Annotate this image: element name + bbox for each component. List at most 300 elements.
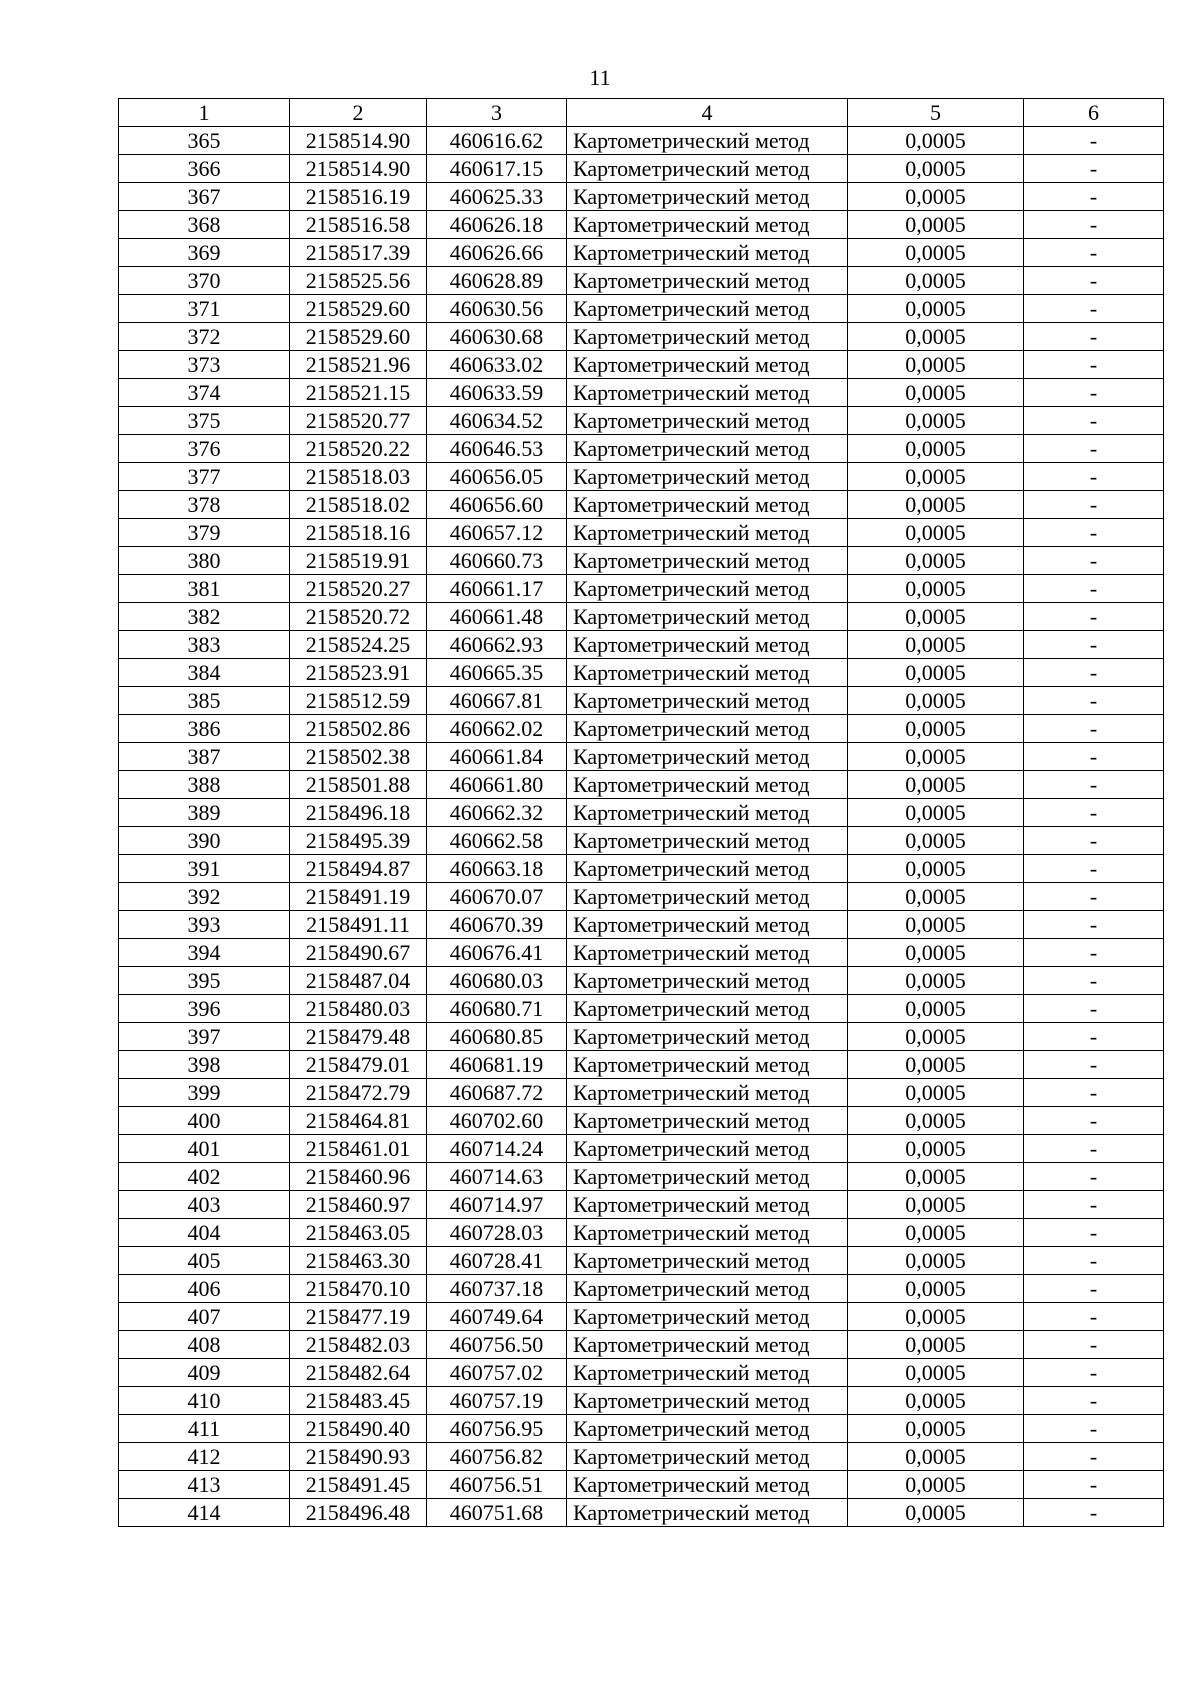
accuracy-cell: 0,0005 — [848, 407, 1024, 435]
x-coordinate-cell: 2158461.01 — [290, 1135, 427, 1163]
y-coordinate-cell: 460681.19 — [427, 1051, 567, 1079]
accuracy-cell: 0,0005 — [848, 519, 1024, 547]
method-cell: Картометрический метод — [567, 1359, 848, 1387]
method-cell: Картометрический метод — [567, 1331, 848, 1359]
column-header-6: 6 — [1024, 99, 1164, 127]
note-cell: - — [1024, 743, 1164, 771]
method-cell: Картометрический метод — [567, 967, 848, 995]
y-coordinate-cell: 460646.53 — [427, 435, 567, 463]
y-coordinate-cell: 460714.24 — [427, 1135, 567, 1163]
y-coordinate-cell: 460757.19 — [427, 1387, 567, 1415]
accuracy-cell: 0,0005 — [848, 995, 1024, 1023]
point-number-cell: 389 — [119, 799, 290, 827]
y-coordinate-cell: 460656.60 — [427, 491, 567, 519]
note-cell: - — [1024, 1107, 1164, 1135]
accuracy-cell: 0,0005 — [848, 715, 1024, 743]
accuracy-cell: 0,0005 — [848, 1079, 1024, 1107]
point-number-cell: 393 — [119, 911, 290, 939]
table-row — [119, 911, 1164, 939]
method-cell: Картометрический метод — [567, 995, 848, 1023]
table-row — [119, 1135, 1164, 1163]
point-number-cell: 390 — [119, 827, 290, 855]
table-row — [119, 1359, 1164, 1387]
y-coordinate-cell: 460626.18 — [427, 211, 567, 239]
point-number-cell: 382 — [119, 603, 290, 631]
x-coordinate-cell: 2158491.19 — [290, 883, 427, 911]
point-number-cell: 365 — [119, 127, 290, 155]
accuracy-cell: 0,0005 — [848, 575, 1024, 603]
point-number-cell: 399 — [119, 1079, 290, 1107]
accuracy-cell: 0,0005 — [848, 743, 1024, 771]
table-row — [119, 687, 1164, 715]
accuracy-cell: 0,0005 — [848, 435, 1024, 463]
y-coordinate-cell: 460756.51 — [427, 1471, 567, 1499]
point-number-cell: 366 — [119, 155, 290, 183]
y-coordinate-cell: 460661.17 — [427, 575, 567, 603]
point-number-cell: 404 — [119, 1219, 290, 1247]
note-cell: - — [1024, 519, 1164, 547]
x-coordinate-cell: 2158516.58 — [290, 211, 427, 239]
note-cell: - — [1024, 491, 1164, 519]
x-coordinate-cell: 2158482.64 — [290, 1359, 427, 1387]
method-cell: Картометрический метод — [567, 603, 848, 631]
table-row — [119, 1051, 1164, 1079]
y-coordinate-cell: 460680.85 — [427, 1023, 567, 1051]
method-cell: Картометрический метод — [567, 267, 848, 295]
x-coordinate-cell: 2158460.97 — [290, 1191, 427, 1219]
y-coordinate-cell: 460702.60 — [427, 1107, 567, 1135]
method-cell: Картометрический метод — [567, 743, 848, 771]
y-coordinate-cell: 460680.03 — [427, 967, 567, 995]
y-coordinate-cell: 460756.82 — [427, 1443, 567, 1471]
table-row — [119, 771, 1164, 799]
table-row — [119, 1499, 1164, 1527]
accuracy-cell: 0,0005 — [848, 547, 1024, 575]
note-cell: - — [1024, 211, 1164, 239]
y-coordinate-cell: 460616.62 — [427, 127, 567, 155]
header-row — [119, 99, 1164, 127]
x-coordinate-cell: 2158520.27 — [290, 575, 427, 603]
note-cell: - — [1024, 547, 1164, 575]
table-row — [119, 631, 1164, 659]
x-coordinate-cell: 2158514.90 — [290, 127, 427, 155]
accuracy-cell: 0,0005 — [848, 379, 1024, 407]
point-number-cell: 397 — [119, 1023, 290, 1051]
accuracy-cell: 0,0005 — [848, 1135, 1024, 1163]
note-cell: - — [1024, 155, 1164, 183]
method-cell: Картометрический метод — [567, 1107, 848, 1135]
x-coordinate-cell: 2158529.60 — [290, 295, 427, 323]
method-cell: Картометрический метод — [567, 547, 848, 575]
note-cell: - — [1024, 1443, 1164, 1471]
y-coordinate-cell: 460634.52 — [427, 407, 567, 435]
accuracy-cell: 0,0005 — [848, 1387, 1024, 1415]
method-cell: Картометрический метод — [567, 659, 848, 687]
note-cell: - — [1024, 603, 1164, 631]
table-row — [119, 547, 1164, 575]
note-cell: - — [1024, 379, 1164, 407]
accuracy-cell: 0,0005 — [848, 463, 1024, 491]
point-number-cell: 385 — [119, 687, 290, 715]
accuracy-cell: 0,0005 — [848, 1303, 1024, 1331]
table-row — [119, 295, 1164, 323]
point-number-cell: 394 — [119, 939, 290, 967]
method-cell: Картометрический метод — [567, 183, 848, 211]
note-cell: - — [1024, 911, 1164, 939]
x-coordinate-cell: 2158490.67 — [290, 939, 427, 967]
accuracy-cell: 0,0005 — [848, 1107, 1024, 1135]
accuracy-cell: 0,0005 — [848, 771, 1024, 799]
x-coordinate-cell: 2158521.15 — [290, 379, 427, 407]
y-coordinate-cell: 460714.63 — [427, 1163, 567, 1191]
point-number-cell: 400 — [119, 1107, 290, 1135]
method-cell: Картометрический метод — [567, 911, 848, 939]
y-coordinate-cell: 460737.18 — [427, 1275, 567, 1303]
accuracy-cell: 0,0005 — [848, 1331, 1024, 1359]
x-coordinate-cell: 2158472.79 — [290, 1079, 427, 1107]
point-number-cell: 384 — [119, 659, 290, 687]
column-header-5: 5 — [848, 99, 1024, 127]
point-number-cell: 375 — [119, 407, 290, 435]
method-cell: Картометрический метод — [567, 239, 848, 267]
x-coordinate-cell: 2158520.22 — [290, 435, 427, 463]
table-header — [119, 99, 1164, 127]
table-row — [119, 995, 1164, 1023]
accuracy-cell: 0,0005 — [848, 1051, 1024, 1079]
x-coordinate-cell: 2158524.25 — [290, 631, 427, 659]
point-number-cell: 391 — [119, 855, 290, 883]
y-coordinate-cell: 460662.58 — [427, 827, 567, 855]
table-row — [119, 1163, 1164, 1191]
note-cell: - — [1024, 1135, 1164, 1163]
accuracy-cell: 0,0005 — [848, 855, 1024, 883]
method-cell: Картометрический метод — [567, 855, 848, 883]
note-cell: - — [1024, 1079, 1164, 1107]
table-row — [119, 435, 1164, 463]
y-coordinate-cell: 460687.72 — [427, 1079, 567, 1107]
point-number-cell: 373 — [119, 351, 290, 379]
note-cell: - — [1024, 1163, 1164, 1191]
table-row — [119, 1443, 1164, 1471]
note-cell: - — [1024, 827, 1164, 855]
accuracy-cell: 0,0005 — [848, 1219, 1024, 1247]
table-row — [119, 155, 1164, 183]
accuracy-cell: 0,0005 — [848, 687, 1024, 715]
accuracy-cell: 0,0005 — [848, 1247, 1024, 1275]
accuracy-cell: 0,0005 — [848, 351, 1024, 379]
note-cell: - — [1024, 659, 1164, 687]
note-cell: - — [1024, 575, 1164, 603]
point-number-cell: 380 — [119, 547, 290, 575]
x-coordinate-cell: 2158477.19 — [290, 1303, 427, 1331]
y-coordinate-cell: 460661.48 — [427, 603, 567, 631]
method-cell: Картометрический метод — [567, 1079, 848, 1107]
note-cell: - — [1024, 407, 1164, 435]
method-cell: Картометрический метод — [567, 211, 848, 239]
method-cell: Картометрический метод — [567, 715, 848, 743]
table-row — [119, 1387, 1164, 1415]
method-cell: Картометрический метод — [567, 687, 848, 715]
point-number-cell: 402 — [119, 1163, 290, 1191]
method-cell: Картометрический метод — [567, 771, 848, 799]
x-coordinate-cell: 2158517.39 — [290, 239, 427, 267]
accuracy-cell: 0,0005 — [848, 1443, 1024, 1471]
x-coordinate-cell: 2158470.10 — [290, 1275, 427, 1303]
note-cell: - — [1024, 715, 1164, 743]
y-coordinate-cell: 460661.84 — [427, 743, 567, 771]
y-coordinate-cell: 460728.03 — [427, 1219, 567, 1247]
x-coordinate-cell: 2158490.93 — [290, 1443, 427, 1471]
table-row — [119, 1303, 1164, 1331]
table-row — [119, 1219, 1164, 1247]
x-coordinate-cell: 2158518.16 — [290, 519, 427, 547]
table-row — [119, 183, 1164, 211]
x-coordinate-cell: 2158496.48 — [290, 1499, 427, 1527]
note-cell: - — [1024, 855, 1164, 883]
point-number-cell: 388 — [119, 771, 290, 799]
y-coordinate-cell: 460670.07 — [427, 883, 567, 911]
point-number-cell: 403 — [119, 1191, 290, 1219]
column-header-3: 3 — [427, 99, 567, 127]
y-coordinate-cell: 460662.93 — [427, 631, 567, 659]
table-row — [119, 967, 1164, 995]
column-header-2: 2 — [290, 99, 427, 127]
method-cell: Картометрический метод — [567, 1415, 848, 1443]
table-row — [119, 1191, 1164, 1219]
x-coordinate-cell: 2158463.30 — [290, 1247, 427, 1275]
point-number-cell: 405 — [119, 1247, 290, 1275]
x-coordinate-cell: 2158519.91 — [290, 547, 427, 575]
point-number-cell: 368 — [119, 211, 290, 239]
note-cell: - — [1024, 351, 1164, 379]
point-number-cell: 383 — [119, 631, 290, 659]
x-coordinate-cell: 2158463.05 — [290, 1219, 427, 1247]
accuracy-cell: 0,0005 — [848, 603, 1024, 631]
x-coordinate-cell: 2158494.87 — [290, 855, 427, 883]
point-number-cell: 367 — [119, 183, 290, 211]
method-cell: Картометрический метод — [567, 323, 848, 351]
accuracy-cell: 0,0005 — [848, 911, 1024, 939]
accuracy-cell: 0,0005 — [848, 239, 1024, 267]
point-number-cell: 392 — [119, 883, 290, 911]
point-number-cell: 377 — [119, 463, 290, 491]
x-coordinate-cell: 2158464.81 — [290, 1107, 427, 1135]
point-number-cell: 398 — [119, 1051, 290, 1079]
method-cell: Картометрический метод — [567, 799, 848, 827]
point-number-cell: 371 — [119, 295, 290, 323]
y-coordinate-cell: 460617.15 — [427, 155, 567, 183]
table-row — [119, 603, 1164, 631]
point-number-cell: 406 — [119, 1275, 290, 1303]
x-coordinate-cell: 2158521.96 — [290, 351, 427, 379]
table-row — [119, 1275, 1164, 1303]
x-coordinate-cell: 2158479.01 — [290, 1051, 427, 1079]
x-coordinate-cell: 2158482.03 — [290, 1331, 427, 1359]
y-coordinate-cell: 460662.02 — [427, 715, 567, 743]
table-row — [119, 211, 1164, 239]
y-coordinate-cell: 460757.02 — [427, 1359, 567, 1387]
y-coordinate-cell: 460656.05 — [427, 463, 567, 491]
table-row — [119, 127, 1164, 155]
table-row — [119, 1471, 1164, 1499]
point-number-cell: 378 — [119, 491, 290, 519]
y-coordinate-cell: 460625.33 — [427, 183, 567, 211]
accuracy-cell: 0,0005 — [848, 127, 1024, 155]
y-coordinate-cell: 460667.81 — [427, 687, 567, 715]
note-cell: - — [1024, 463, 1164, 491]
x-coordinate-cell: 2158502.86 — [290, 715, 427, 743]
y-coordinate-cell: 460714.97 — [427, 1191, 567, 1219]
column-header-4: 4 — [567, 99, 848, 127]
note-cell: - — [1024, 1051, 1164, 1079]
y-coordinate-cell: 460626.66 — [427, 239, 567, 267]
method-cell: Картометрический метод — [567, 463, 848, 491]
x-coordinate-cell: 2158491.11 — [290, 911, 427, 939]
point-number-cell: 407 — [119, 1303, 290, 1331]
x-coordinate-cell: 2158487.04 — [290, 967, 427, 995]
x-coordinate-cell: 2158529.60 — [290, 323, 427, 351]
table-row — [119, 659, 1164, 687]
table-row — [119, 939, 1164, 967]
y-coordinate-cell: 460751.68 — [427, 1499, 567, 1527]
method-cell: Картометрический метод — [567, 827, 848, 855]
note-cell: - — [1024, 939, 1164, 967]
table-row — [119, 323, 1164, 351]
x-coordinate-cell: 2158483.45 — [290, 1387, 427, 1415]
method-cell: Картометрический метод — [567, 1247, 848, 1275]
accuracy-cell: 0,0005 — [848, 295, 1024, 323]
point-number-cell: 412 — [119, 1443, 290, 1471]
x-coordinate-cell: 2158479.48 — [290, 1023, 427, 1051]
point-number-cell: 381 — [119, 575, 290, 603]
method-cell: Картометрический метод — [567, 1499, 848, 1527]
y-coordinate-cell: 460630.68 — [427, 323, 567, 351]
note-cell: - — [1024, 267, 1164, 295]
point-number-cell: 376 — [119, 435, 290, 463]
table-row — [119, 379, 1164, 407]
point-number-cell: 387 — [119, 743, 290, 771]
x-coordinate-cell: 2158490.40 — [290, 1415, 427, 1443]
point-number-cell: 379 — [119, 519, 290, 547]
table-row — [119, 743, 1164, 771]
note-cell: - — [1024, 183, 1164, 211]
accuracy-cell: 0,0005 — [848, 1275, 1024, 1303]
coordinates-table — [118, 98, 1164, 1527]
note-cell: - — [1024, 1303, 1164, 1331]
note-cell: - — [1024, 295, 1164, 323]
table-row — [119, 715, 1164, 743]
x-coordinate-cell: 2158514.90 — [290, 155, 427, 183]
note-cell: - — [1024, 239, 1164, 267]
table-row — [119, 351, 1164, 379]
method-cell: Картометрический метод — [567, 379, 848, 407]
note-cell: - — [1024, 883, 1164, 911]
method-cell: Картометрический метод — [567, 939, 848, 967]
method-cell: Картометрический метод — [567, 519, 848, 547]
table-row — [119, 239, 1164, 267]
method-cell: Картометрический метод — [567, 1051, 848, 1079]
point-number-cell: 395 — [119, 967, 290, 995]
accuracy-cell: 0,0005 — [848, 1499, 1024, 1527]
y-coordinate-cell: 460676.41 — [427, 939, 567, 967]
y-coordinate-cell: 460670.39 — [427, 911, 567, 939]
note-cell: - — [1024, 323, 1164, 351]
table-row — [119, 827, 1164, 855]
method-cell: Картометрический метод — [567, 1303, 848, 1331]
method-cell: Картометрический метод — [567, 1163, 848, 1191]
note-cell: - — [1024, 1471, 1164, 1499]
point-number-cell: 369 — [119, 239, 290, 267]
x-coordinate-cell: 2158516.19 — [290, 183, 427, 211]
method-cell: Картометрический метод — [567, 1135, 848, 1163]
table-row — [119, 407, 1164, 435]
accuracy-cell: 0,0005 — [848, 631, 1024, 659]
note-cell: - — [1024, 1499, 1164, 1527]
y-coordinate-cell: 460628.89 — [427, 267, 567, 295]
note-cell: - — [1024, 1387, 1164, 1415]
note-cell: - — [1024, 1331, 1164, 1359]
page-number: 11 — [589, 65, 611, 90]
table-row — [119, 1415, 1164, 1443]
method-cell: Картометрический метод — [567, 575, 848, 603]
note-cell: - — [1024, 771, 1164, 799]
method-cell: Картометрический метод — [567, 1275, 848, 1303]
note-cell: - — [1024, 435, 1164, 463]
y-coordinate-cell: 460756.95 — [427, 1415, 567, 1443]
accuracy-cell: 0,0005 — [848, 267, 1024, 295]
note-cell: - — [1024, 1219, 1164, 1247]
y-coordinate-cell: 460630.56 — [427, 295, 567, 323]
y-coordinate-cell: 460661.80 — [427, 771, 567, 799]
x-coordinate-cell: 2158523.91 — [290, 659, 427, 687]
table-row — [119, 491, 1164, 519]
accuracy-cell: 0,0005 — [848, 155, 1024, 183]
point-number-cell: 410 — [119, 1387, 290, 1415]
table-row — [119, 1107, 1164, 1135]
method-cell: Картометрический метод — [567, 1471, 848, 1499]
accuracy-cell: 0,0005 — [848, 1471, 1024, 1499]
x-coordinate-cell: 2158525.56 — [290, 267, 427, 295]
table-row — [119, 855, 1164, 883]
point-number-cell: 372 — [119, 323, 290, 351]
y-coordinate-cell: 460749.64 — [427, 1303, 567, 1331]
x-coordinate-cell: 2158480.03 — [290, 995, 427, 1023]
note-cell: - — [1024, 1275, 1164, 1303]
accuracy-cell: 0,0005 — [848, 939, 1024, 967]
accuracy-cell: 0,0005 — [848, 323, 1024, 351]
method-cell: Картометрический метод — [567, 295, 848, 323]
x-coordinate-cell: 2158518.03 — [290, 463, 427, 491]
point-number-cell: 411 — [119, 1415, 290, 1443]
point-number-cell: 374 — [119, 379, 290, 407]
method-cell: Картометрический метод — [567, 1023, 848, 1051]
point-number-cell: 401 — [119, 1135, 290, 1163]
x-coordinate-cell: 2158512.59 — [290, 687, 427, 715]
accuracy-cell: 0,0005 — [848, 211, 1024, 239]
point-number-cell: 408 — [119, 1331, 290, 1359]
point-number-cell: 409 — [119, 1359, 290, 1387]
point-number-cell: 414 — [119, 1499, 290, 1527]
method-cell: Картометрический метод — [567, 127, 848, 155]
x-coordinate-cell: 2158491.45 — [290, 1471, 427, 1499]
note-cell: - — [1024, 127, 1164, 155]
table-row — [119, 267, 1164, 295]
accuracy-cell: 0,0005 — [848, 491, 1024, 519]
accuracy-cell: 0,0005 — [848, 183, 1024, 211]
y-coordinate-cell: 460680.71 — [427, 995, 567, 1023]
note-cell: - — [1024, 1191, 1164, 1219]
method-cell: Картометрический метод — [567, 1387, 848, 1415]
